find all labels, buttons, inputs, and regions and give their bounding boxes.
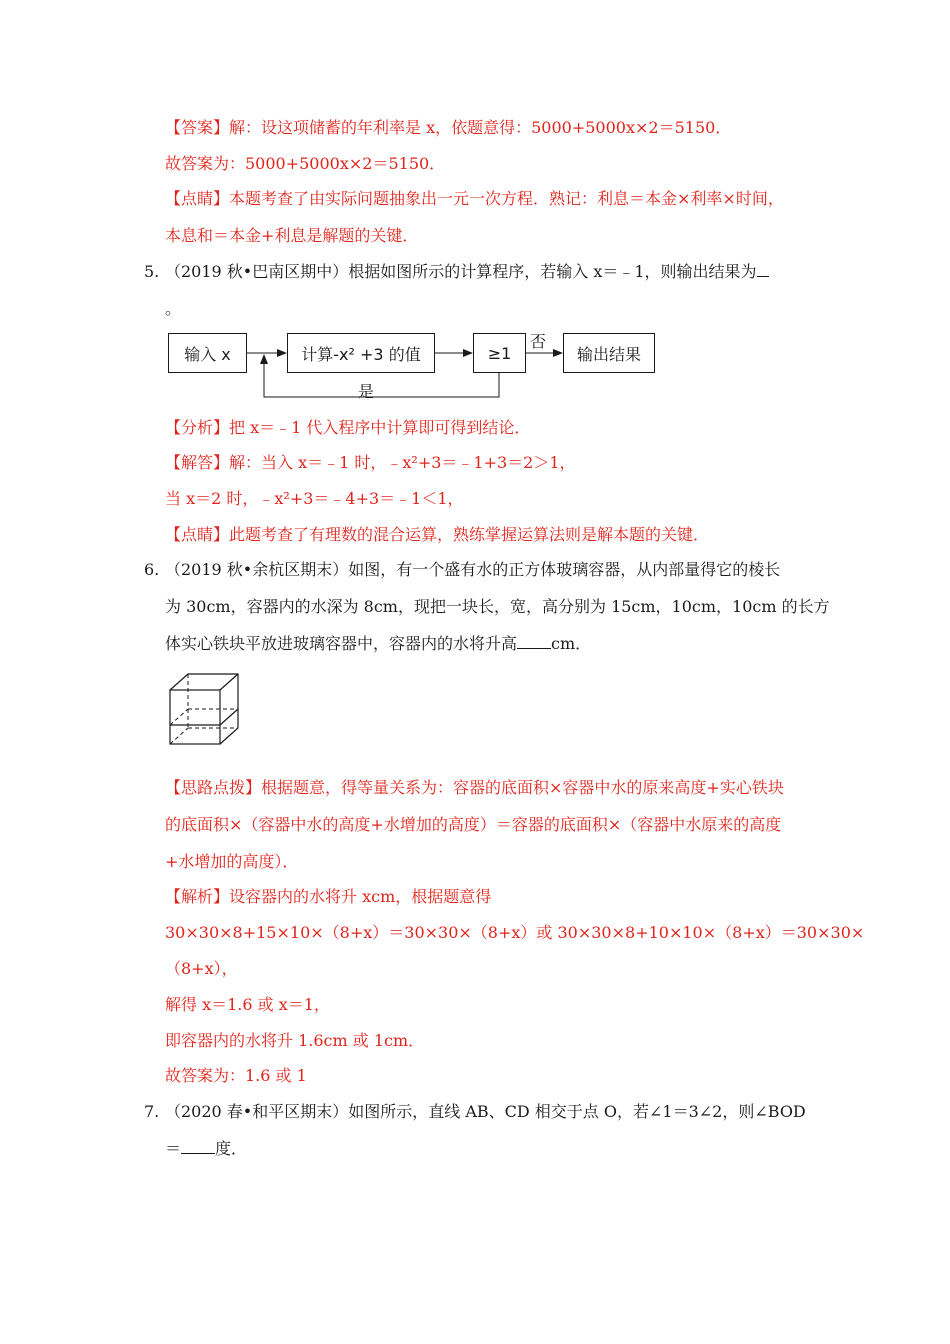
q6-stem-text: 体实心铁块平放进玻璃容器中，容器内的水将升高 bbox=[165, 634, 518, 653]
analysis-text: 把 x＝﹣1 代入程序中计算即可得到结论． bbox=[229, 418, 531, 437]
q6-stem-line2: 为 30cm，容器内的水深为 8cm，现把一块长，宽，高分别为 15cm，10cm，10cm 的长方 bbox=[165, 597, 830, 616]
hint-tag: 【思路点拨】 bbox=[165, 778, 262, 797]
result-line2: 即容器内的水将升 1.6cm 或 1cm． bbox=[165, 1031, 425, 1050]
q6-hint bbox=[165, 778, 784, 798]
equation-line: 30×30×8+15×10×（8+x）＝30×30×（8+x）或 30×30×8+10×10×（8+x）＝30×30× bbox=[165, 923, 865, 942]
q5-stem-cont: 。 bbox=[165, 299, 182, 318]
q5-comment bbox=[165, 525, 709, 545]
q6-final-answer: 故答案为：1.6 或 1 bbox=[165, 1066, 307, 1085]
flow-input-box: 输入 x bbox=[168, 333, 247, 373]
q6-answer-blank bbox=[517, 634, 551, 649]
q6-analysis-tag: 【解析】 bbox=[165, 887, 230, 906]
q6-number: 6. bbox=[144, 560, 160, 579]
q7-number: 7. bbox=[144, 1102, 160, 1121]
q5-comment-tag: 【点睛】 bbox=[165, 525, 230, 544]
solution-text: 解：当入 x＝﹣1 时，﹣x²+3＝﹣1+3＝2＞1， bbox=[229, 453, 576, 472]
prev-comment bbox=[165, 189, 784, 209]
answer-conclusion: 故答案为：5000+5000x×2＝5150． bbox=[165, 154, 446, 173]
solution-tag: 【解答】 bbox=[165, 453, 230, 472]
q5-analysis bbox=[165, 418, 530, 438]
q7-answer-blank bbox=[181, 1139, 215, 1154]
q7-equals: ＝ bbox=[165, 1139, 182, 1158]
q7-stem-line2 bbox=[165, 1139, 247, 1159]
comment-tag: 【点睛】 bbox=[165, 189, 230, 208]
answer-text: 解：设这项储蓄的年利率是 x，依题意得：5000+5000x×2＝5150． bbox=[229, 118, 732, 137]
answer-tag: 【答案】 bbox=[165, 118, 230, 137]
flow-compare-box: ≥1 bbox=[473, 333, 526, 373]
hint-text: 根据题意，得等量关系为：容器的底面积×容器中水的原来高度+实心铁块 bbox=[261, 778, 784, 797]
q6-stem-unit: cm． bbox=[551, 634, 592, 653]
prev-answer bbox=[165, 118, 731, 138]
q5-answer-blank bbox=[757, 262, 769, 277]
solution-text-cont: 当 x＝2 时，﹣x²+3＝﹣4+3＝﹣1＜1， bbox=[165, 489, 464, 508]
q6-stem-line1: （2019 秋•余杭区期末）如图，有一个盛有水的正方体玻璃容器，从内部量得它的棱长 bbox=[165, 560, 781, 579]
analysis-tag: 【分析】 bbox=[165, 418, 230, 437]
comment-text: 本题考查了由实际问题抽象出一元一次方程．熟记：利息＝本金×利率×时间， bbox=[229, 189, 784, 208]
q5-number: 5. bbox=[144, 262, 160, 281]
q5-comment-text: 此题考查了有理数的混合运算，熟练掌握运算法则是解本题的关键． bbox=[229, 525, 710, 544]
q5-stem-text: （2019 秋•巴南区期中）根据如图所示的计算程序，若输入 x＝﹣1，则输出结果为 bbox=[165, 262, 757, 281]
comment-text-cont: 本息和＝本金+利息是解题的关键． bbox=[165, 226, 419, 245]
cube-container-figure bbox=[165, 670, 241, 748]
q6-analysis-text: 设容器内的水将升 xcm，根据题意得 bbox=[229, 887, 492, 906]
flow-no-label: 否 bbox=[530, 332, 547, 351]
q6-stem-line3 bbox=[165, 634, 591, 654]
result-line1: 解得 x＝1.6 或 x＝1， bbox=[165, 995, 330, 1014]
q6-analysis bbox=[165, 887, 491, 907]
flow-yes-label: 是 bbox=[358, 382, 375, 401]
q5-solution bbox=[165, 453, 576, 473]
q7-unit: 度． bbox=[215, 1139, 248, 1158]
flow-compute-box: 计算-x² +3 的值 bbox=[287, 333, 435, 373]
q7-stem-line1: （2020 春•和平区期末）如图所示，直线 AB、CD 相交于点 O，若∠1＝3∠2，则∠BOD bbox=[165, 1102, 806, 1121]
equation-line-cont: （8+x）， bbox=[165, 959, 238, 978]
q5-flowchart bbox=[168, 333, 658, 403]
hint-text-cont: 的底面积×（容器中水的高度+水增加的高度）＝容器的底面积×（容器中水原来的高度 bbox=[165, 815, 782, 834]
flow-output-box: 输出结果 bbox=[563, 333, 655, 373]
flow-arrows bbox=[168, 333, 658, 403]
q5-stem bbox=[165, 262, 769, 282]
hint-text-cont2: +水增加的高度）． bbox=[165, 852, 299, 871]
